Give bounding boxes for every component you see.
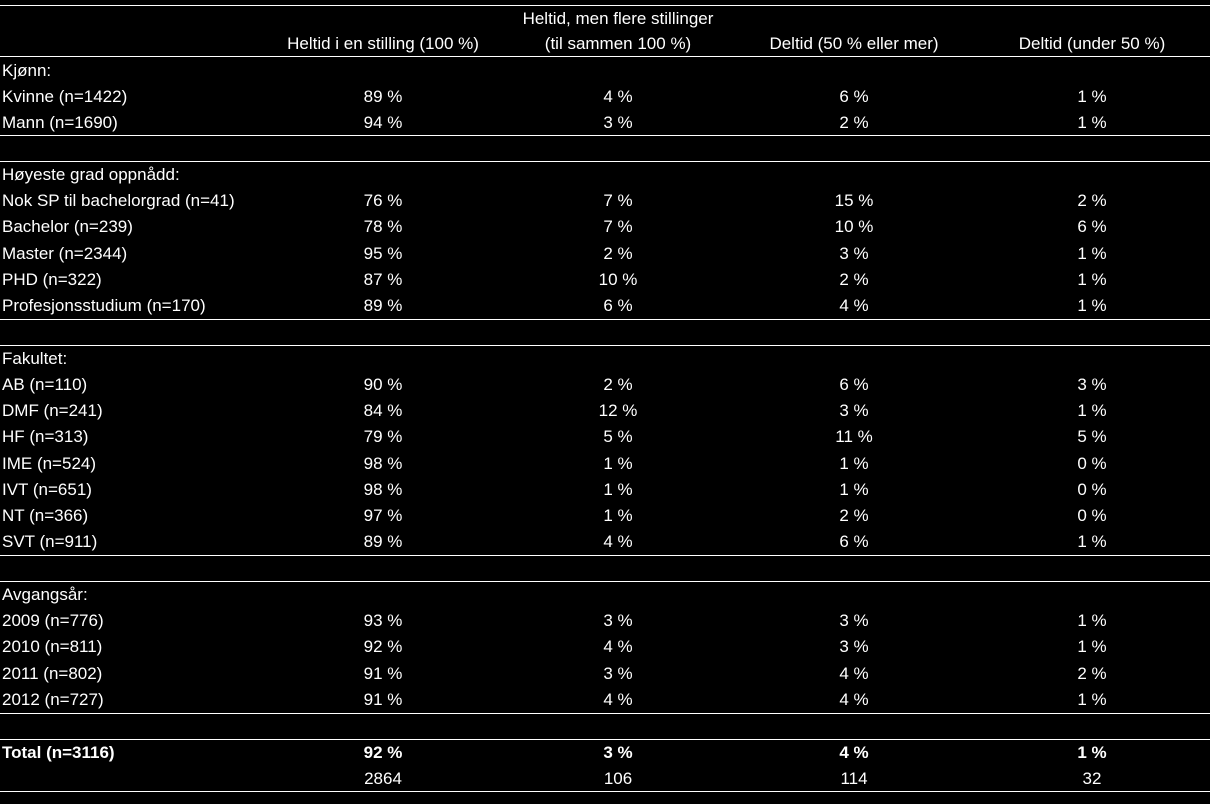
cell-col-1: 79 % [363,427,403,446]
section-end-rule [0,713,1210,714]
row-label: 2011 (n=802) [2,664,103,683]
cell-col-1: 78 % [363,217,403,236]
cell-col-2: 1 % [603,506,633,525]
total-percent-col-4: 1 % [1077,743,1107,762]
cell-col-2: 12 % [598,401,638,420]
cell-col-4: 0 % [1077,454,1107,473]
cell-col-1: 89 % [363,296,403,315]
cell-col-2: 2 % [603,244,633,263]
section-title-degree: Høyeste grad oppnådd: [2,165,180,184]
cell-col-1: 89 % [363,532,403,551]
table-row [0,477,1210,503]
cell-col-1: 90 % [363,375,403,394]
cell-col-4: 2 % [1077,664,1107,683]
cell-col-1: 76 % [363,191,403,210]
section-title-row [0,346,1210,372]
cell-col-2: 6 % [603,296,633,315]
cell-col-4: 3 % [1077,375,1107,394]
cell-col-3: 4 % [839,664,869,683]
cell-col-4: 1 % [1077,532,1107,551]
cell-col-4: 6 % [1077,217,1107,236]
table-row [0,608,1210,634]
cell-col-3: 3 % [839,611,869,630]
section-title-row [0,582,1210,608]
cell-col-1: 84 % [363,401,403,420]
header-col-3: Deltid (50 % eller mer) [769,34,939,53]
cell-col-3: 6 % [839,375,869,394]
total-count-col-1: 2864 [364,769,402,788]
table-header [0,0,1210,56]
row-label: SVT (n=911) [2,532,98,551]
cell-col-2: 3 % [603,113,633,132]
cell-col-2: 7 % [603,191,633,210]
cell-col-2: 4 % [603,690,633,709]
header-rule [0,56,1210,57]
cell-col-4: 5 % [1077,427,1107,446]
section-end-rule [0,135,1210,136]
cell-col-1: 91 % [363,664,403,683]
row-label: Nok SP til bachelorgrad (n=41) [2,191,235,210]
cell-col-4: 1 % [1077,244,1107,263]
section-title-faculty: Fakultet: [2,349,68,368]
row-label: 2012 (n=727) [2,690,104,709]
cell-col-1: 87 % [363,270,403,289]
section-title-graduation-year: Avgangsår: [2,585,88,604]
cell-col-1: 97 % [363,506,403,525]
cell-col-1: 94 % [363,113,403,132]
cell-col-1: 89 % [363,87,403,106]
cell-col-3: 2 % [839,506,869,525]
table-row [0,214,1210,240]
table-row [0,634,1210,660]
row-label: Kvinne (n=1422) [2,87,128,106]
row-label: PHD (n=322) [2,270,102,289]
cell-col-3: 2 % [839,113,869,132]
cell-col-3: 3 % [839,637,869,656]
cell-col-4: 0 % [1077,506,1107,525]
cell-col-1: 95 % [363,244,403,263]
cell-col-2: 4 % [603,532,633,551]
cell-col-3: 1 % [839,480,869,499]
cell-col-2: 4 % [603,637,633,656]
table-row [0,241,1210,267]
row-label: Mann (n=1690) [2,113,118,132]
cell-col-4: 0 % [1077,480,1107,499]
bottom-rule [0,791,1210,792]
total-count-col-3: 114 [840,769,868,788]
section-title-row [0,162,1210,188]
total-count-row [0,766,1210,792]
row-label: DMF (n=241) [2,401,103,420]
table-row [0,424,1210,450]
cell-col-4: 1 % [1077,87,1107,106]
cell-col-1: 93 % [363,611,403,630]
table-row [0,84,1210,110]
cell-col-3: 6 % [839,87,869,106]
cell-col-3: 11 % [835,427,873,446]
header-col-1: Heltid i en stilling (100 %) [287,34,479,53]
table-row [0,267,1210,293]
table-row [0,372,1210,398]
section-end-rule [0,319,1210,320]
cell-col-2: 3 % [603,664,633,683]
cell-col-3: 6 % [839,532,869,551]
table-row [0,398,1210,424]
row-label: Bachelor (n=239) [2,217,133,236]
cell-col-2: 4 % [603,87,633,106]
table-row [0,529,1210,555]
cell-col-3: 4 % [839,690,869,709]
row-label: 2010 (n=811) [2,637,103,656]
cell-col-4: 2 % [1077,191,1107,210]
cell-col-1: 98 % [363,480,403,499]
total-row [0,740,1210,766]
cell-col-4: 1 % [1077,401,1107,420]
cell-col-3: 3 % [839,401,869,420]
cell-col-2: 1 % [603,480,633,499]
header-col-2-line-1: Heltid, men flere stillinger [522,9,714,28]
cell-col-2: 5 % [603,427,633,446]
cell-col-3: 10 % [834,217,874,236]
table-row [0,451,1210,477]
table-row [0,188,1210,214]
cell-col-1: 92 % [363,637,403,656]
total-count-col-2: 106 [603,769,633,788]
total-percent-col-2: 3 % [603,743,633,762]
row-label: IVT (n=651) [2,480,92,499]
cell-col-4: 1 % [1077,690,1107,709]
table-row [0,661,1210,687]
cell-col-3: 4 % [839,296,869,315]
row-label: Profesjonsstudium (n=170) [2,296,206,315]
table-row [0,293,1210,319]
cell-col-3: 1 % [839,454,869,473]
cell-col-2: 2 % [603,375,633,394]
cell-col-4: 1 % [1077,113,1107,132]
cell-col-3: 3 % [839,244,869,263]
section-end-rule [0,555,1210,556]
cell-col-4: 1 % [1077,611,1107,630]
row-label: 2009 (n=776) [2,611,104,630]
table-row [0,687,1210,713]
table-row [0,503,1210,529]
total-label: Total (n=3116) [2,743,115,762]
cell-col-1: 91 % [363,690,403,709]
cell-col-2: 10 % [598,270,638,289]
total-percent-col-1: 92 % [363,743,403,762]
cell-col-2: 7 % [603,217,633,236]
row-label: HF (n=313) [2,427,89,446]
cell-col-2: 1 % [603,454,633,473]
row-label: Master (n=2344) [2,244,128,263]
section-title-gender: Kjønn: [2,61,52,80]
total-percent-col-3: 4 % [839,743,869,762]
cell-col-1: 98 % [363,454,403,473]
cell-col-3: 2 % [839,270,869,289]
row-label: IME (n=524) [2,454,97,473]
row-label: AB (n=110) [2,375,88,394]
cell-col-3: 15 % [834,191,874,210]
header-col-4: Deltid (under 50 %) [1018,34,1166,53]
total-count-col-4: 32 [1082,769,1102,788]
cell-col-4: 1 % [1077,296,1107,315]
cell-col-4: 1 % [1077,637,1107,656]
table-row [0,110,1210,136]
cell-col-2: 3 % [603,611,633,630]
header-col-2-line-2: (til sammen 100 %) [544,34,692,53]
row-label: NT (n=366) [2,506,89,525]
cell-col-4: 1 % [1077,270,1107,289]
section-title-row [0,58,1210,84]
